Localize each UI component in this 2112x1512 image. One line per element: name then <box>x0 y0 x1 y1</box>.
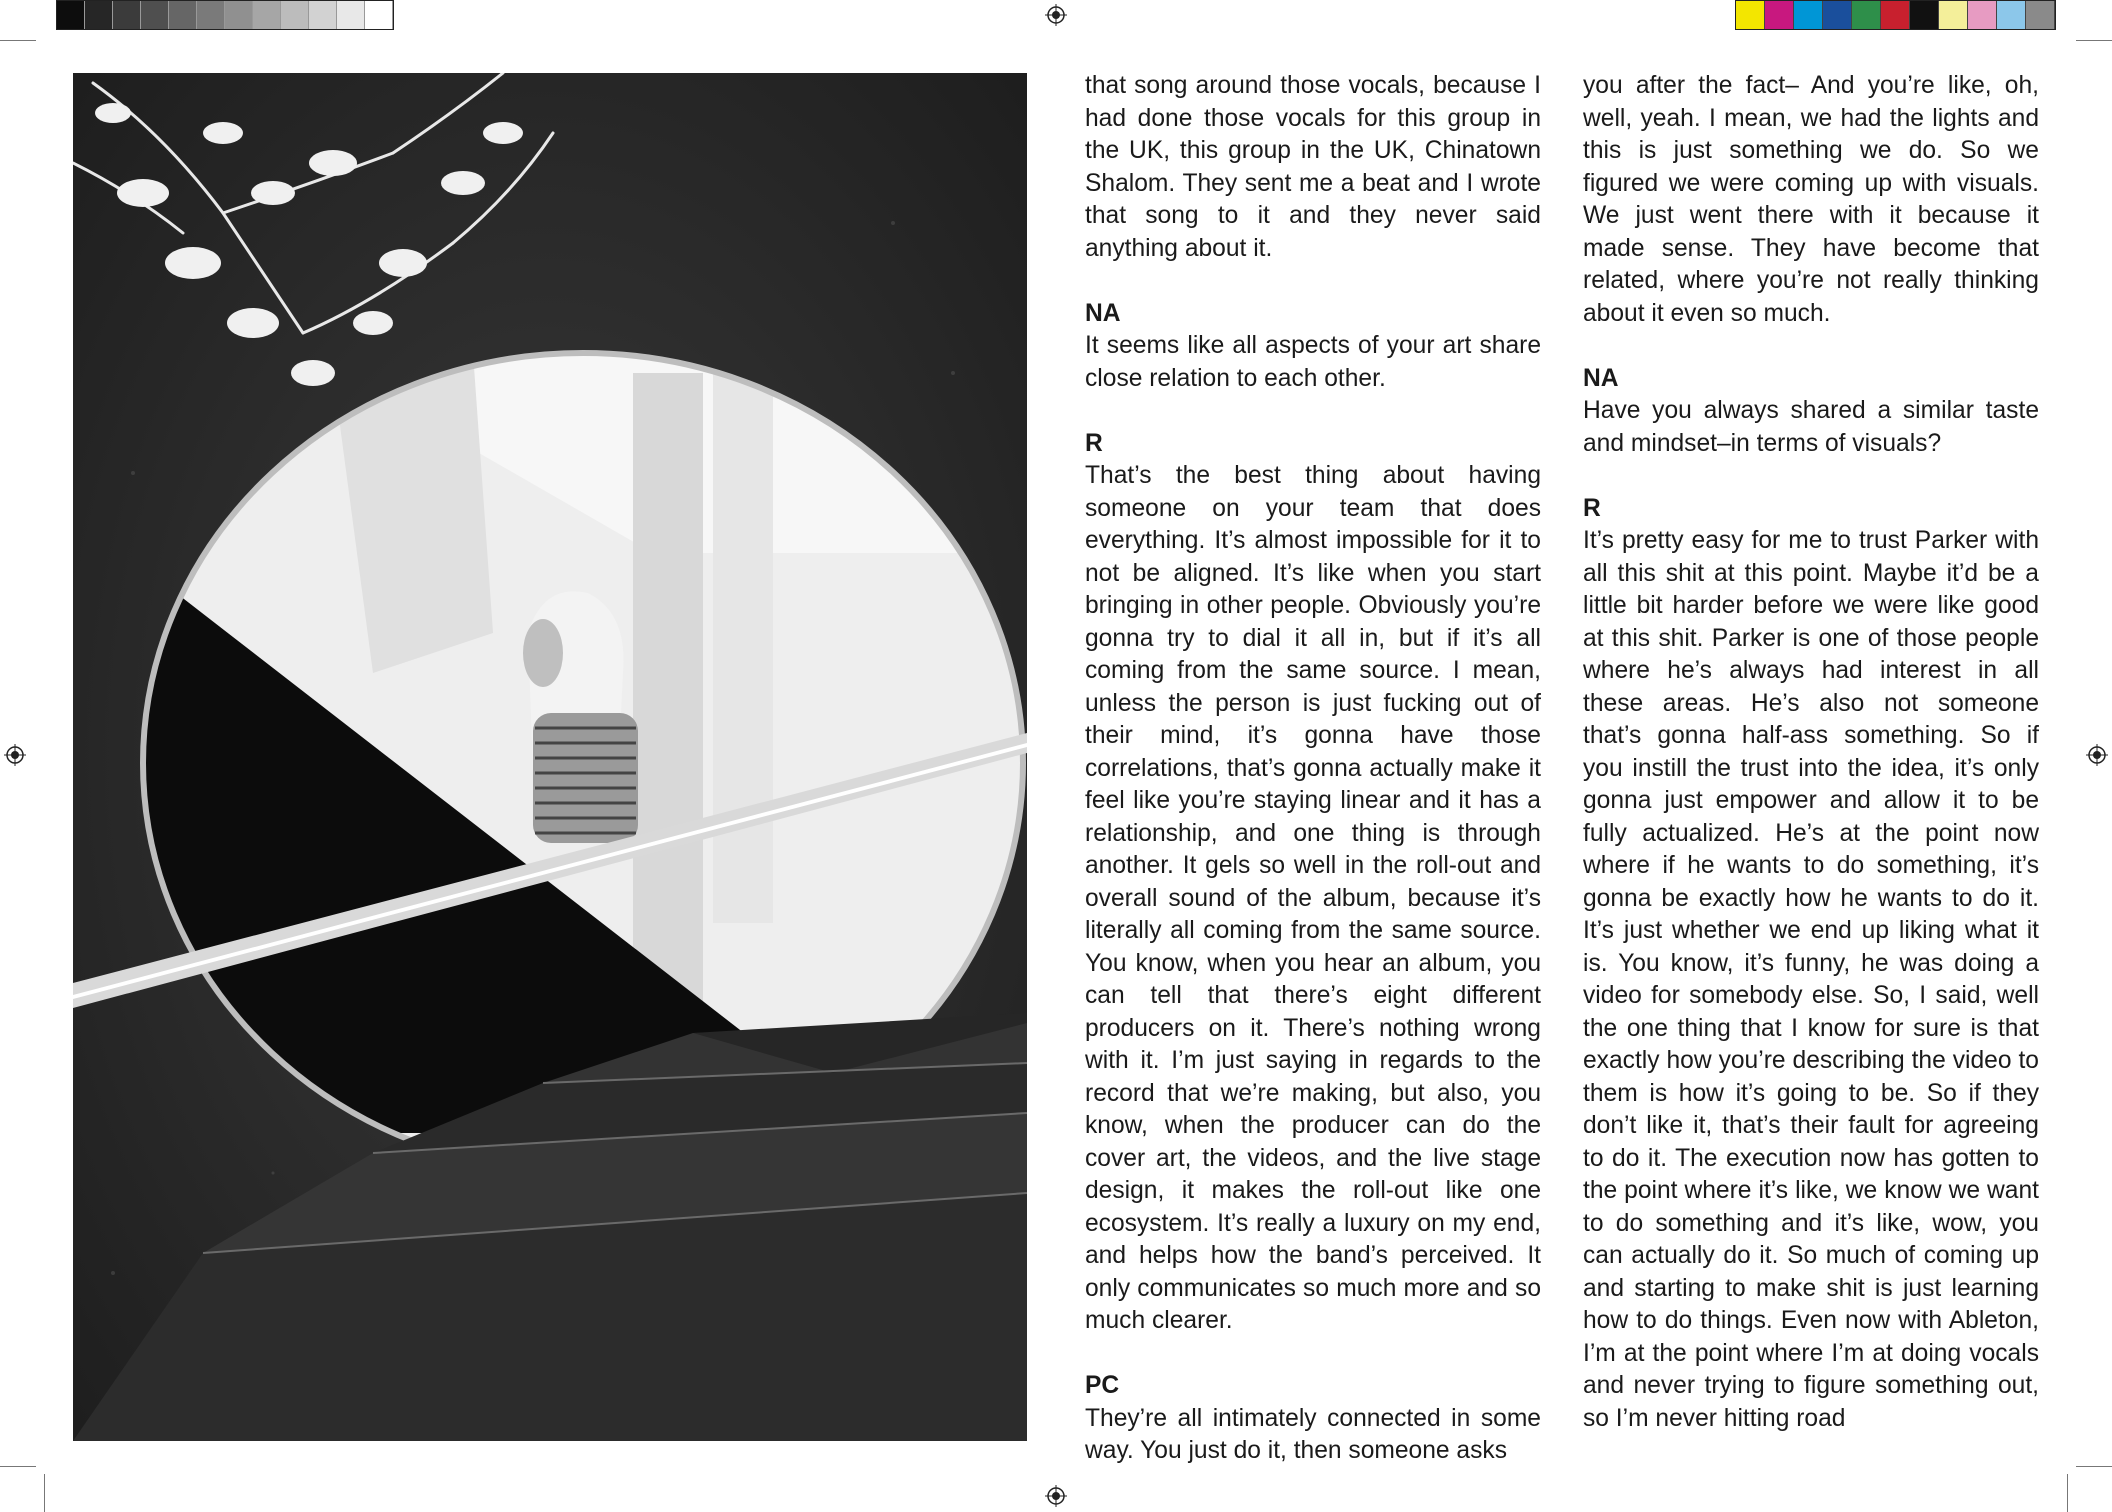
registration-mark-bottom-icon <box>1045 1485 1067 1507</box>
grayscale-swatch <box>169 1 197 29</box>
color-swatch <box>1852 1 1881 29</box>
color-swatch <box>1794 1 1823 29</box>
color-swatch <box>1968 1 1997 29</box>
grayscale-swatch <box>365 1 393 29</box>
registration-mark-right-icon <box>2086 744 2108 766</box>
crop-mark <box>2067 1474 2068 1512</box>
crop-mark <box>44 1474 45 1512</box>
inverted-photo <box>73 73 1027 1441</box>
paragraph: that song around those vocals, because I had done those vocals for this group in the UK, this group in the UK, Chinatown Shalom. They sent me a beat and I wrote that song to it and they never said anything about it. <box>1085 72 1541 262</box>
crop-mark <box>0 1466 36 1467</box>
speaker-label: R <box>1583 494 1601 522</box>
paragraph: you after the fact– And you’re like, oh, well, yeah. I mean, we had the lights and this is just something we do. So we figured we were coming up with visuals. We just went there with it because it made sense. They have become that related, where you’re not really thinking about it even so much. <box>1583 72 2039 327</box>
grayscale-swatch <box>281 1 309 29</box>
grayscale-swatch <box>57 1 85 29</box>
speaker-label: PC <box>1085 1372 1120 1399</box>
grayscale-swatch <box>141 1 169 29</box>
speaker-label: NA <box>1085 299 1121 327</box>
color-swatch <box>1910 1 1939 29</box>
text-column-left <box>1085 70 1541 1468</box>
speaker-label: NA <box>1583 364 1619 392</box>
paragraph: That’s the best thing about having someone on your team that does everything. It’s almost impossible for it to not be aligned. It’s like when you start bringing in other people. Obviously you’re gonna try to dial it all in, but if it’s all coming from the same source. I mean, unless the person is just fucking out of their mind, it’s gonna have those correlations, that’s gonna actually make it feel like you’re staying linear and it has a relationship, and one thing is through another. It gels so well in the roll-out and overall sound of the album, because it’s literally all coming from the same source. You know, when you hear an album, you can tell that there’s eight different producers on it. There’s nothing wrong with it. I’m just saying in regards to the record that we’re making, but also, you know, when the producer can do the cover art, the videos, and the live stage design, it makes the roll-out like one ecosystem. It’s really a luxury on my end, and helps how the band’s perceived. It only communicates so much more and so much clearer. <box>1085 462 1541 1334</box>
color-swatch <box>1939 1 1968 29</box>
grayscale-swatch <box>337 1 365 29</box>
speaker-label: R <box>1085 429 1103 457</box>
inverted-photo-icon <box>73 73 1027 1441</box>
crop-mark <box>2076 40 2112 41</box>
grayscale-calibration-bar <box>56 0 394 30</box>
color-calibration-bar <box>1735 0 2056 30</box>
crop-mark <box>0 40 36 41</box>
paragraph: It’s pretty easy for me to trust Parker with all this shit at this point. Maybe it’d be a little bit harder before we were like good at this shit. Parker is one of those people where he’s always had interest in all these areas. He’s also not someone that’s gonna half-ass something. So if you instill the trust into the idea, it’s only gonna just empower and allow it to be fully actualized. He’s at the point now where if he wants to do something, it’s gonna be exactly how he wants to do it. It’s just whether we end up liking what it is. You know, it’s funny, he was doing a video for somebody else. So, I said, well the one thing that I know for sure is that exactly how you’re describing the video to them is how it’s going to be. So if they don’t like it, that’s their fault for agreeing to do it. The execution now has gotten to the point where it’s like, we know we want to do something and it’s like, wow, you can actually do it. So much of coming up and starting to make shit is just learning how to do things. Even now with Ableton, I’m at the point where I’m at doing vocals and never trying to figure something out, so I’m never hitting road <box>1583 527 2039 1432</box>
color-swatch <box>2026 1 2055 29</box>
color-swatch <box>1736 1 1765 29</box>
paragraph: Have you always shared a similar taste and mindset–in terms of visuals? <box>1583 397 2039 457</box>
text-column-right <box>1583 70 2039 1435</box>
grayscale-swatch <box>253 1 281 29</box>
color-swatch <box>1997 1 2026 29</box>
color-swatch <box>1881 1 1910 29</box>
registration-mark-top-icon <box>1045 4 1067 26</box>
color-swatch <box>1765 1 1794 29</box>
registration-mark-left-icon <box>4 744 26 766</box>
grayscale-swatch <box>85 1 113 29</box>
grayscale-swatch <box>309 1 337 29</box>
grayscale-swatch <box>113 1 141 29</box>
paragraph: It seems like all aspects of your art share close relation to each other. <box>1085 332 1541 392</box>
crop-mark <box>2076 1466 2112 1467</box>
grayscale-swatch <box>225 1 253 29</box>
color-swatch <box>1823 1 1852 29</box>
grayscale-swatch <box>197 1 225 29</box>
paragraph: They’re all intimately connected in some way. You just do it, then someone asks <box>1085 1404 1541 1464</box>
